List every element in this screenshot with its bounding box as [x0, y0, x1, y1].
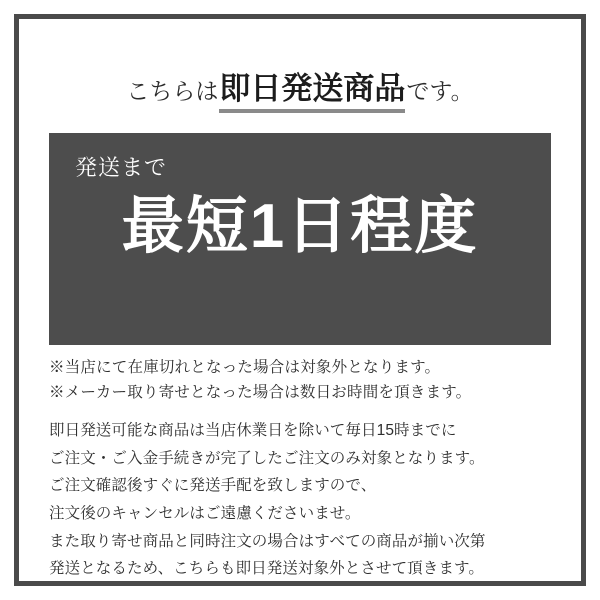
body-line: 注文後のキャンセルはご遠慮くださいませ。: [49, 504, 361, 522]
body-line: 即日発送可能な商品は当店休業日を除いて毎日15時までに: [49, 422, 457, 440]
body-paragraph: [49, 417, 551, 582]
page-title: [49, 63, 551, 113]
note-item: ※メーカー取り寄せとなった場合は数日お時間を頂きます。: [49, 384, 472, 402]
headline-emphasis: 即日発送商品: [219, 63, 405, 113]
body-line: ご注文確認後すぐに発送手配を致しますので、: [49, 477, 377, 495]
body-line: また取り寄せ商品と同時注文の場合はすべての商品が揃い次第: [49, 532, 486, 550]
note-item: ※当店にて在庫切れとなった場合は対象外となります。: [49, 359, 441, 376]
banner-frame: [14, 14, 586, 586]
notes-list: [49, 355, 551, 405]
headline-tail: です。: [406, 78, 474, 104]
headline-lead: こちらは: [126, 78, 219, 104]
body-line: ご注文・ご入金手続きが完了したご注文のみ対象となります。: [49, 449, 485, 467]
shipping-duration-label: 発送まで: [75, 155, 168, 180]
body-line: 発送となるため、こちらも即日発送対象外とさせて頂きます。: [49, 560, 484, 578]
shipping-duration-block: [49, 133, 551, 345]
shipping-duration-value: 最短1日程度: [121, 192, 479, 261]
